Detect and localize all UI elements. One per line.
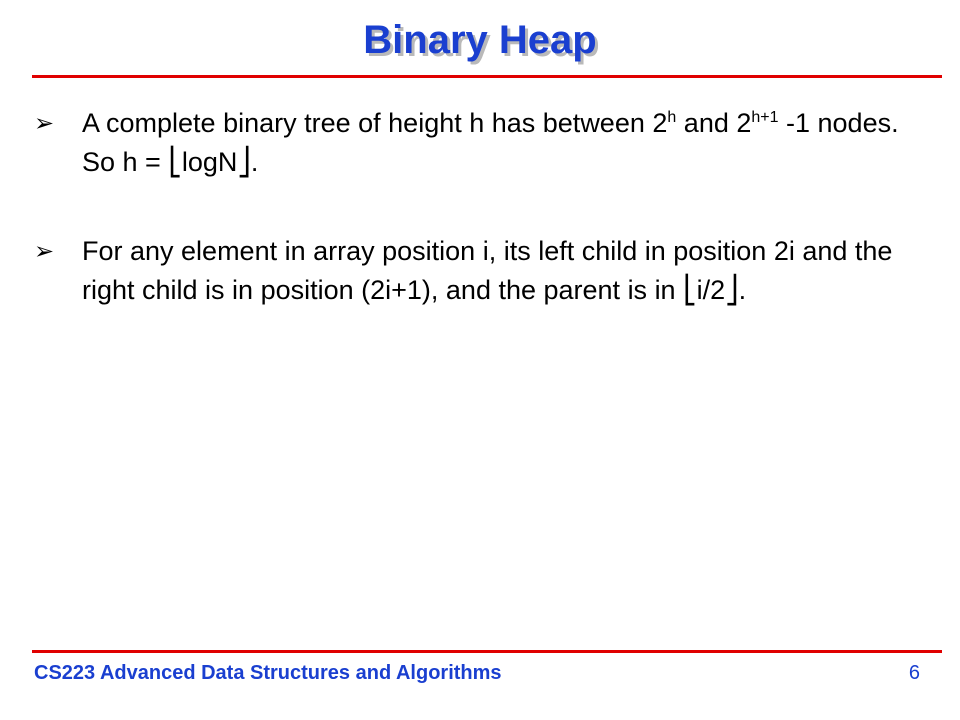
text-segment: For any element in array position i, its left child in position 2i and the right child is in position (2i+1), and the parent is in — [82, 236, 893, 305]
floor-content: i/2 — [696, 275, 726, 305]
footer-course-name: CS223 Advanced Data Structures and Algorithms — [34, 662, 502, 684]
slide-title: Binary Heap — [363, 18, 597, 62]
floor-content: logN — [181, 147, 238, 177]
floor-close-symbol: ⎦ — [237, 147, 251, 178]
superscript-h: h — [667, 109, 677, 126]
arrow-bullet-icon: ➢ — [34, 237, 55, 265]
floor-close-symbol: ⎦ — [725, 275, 739, 306]
text-segment: and 2 — [676, 108, 752, 138]
text-segment: . — [250, 147, 259, 177]
bullet-item-heap-height — [34, 104, 914, 182]
superscript-h-plus-1: h+1 — [751, 109, 779, 126]
text-segment: A complete binary tree of height h has between 2 — [82, 108, 668, 138]
top-divider — [32, 75, 942, 78]
bullet-item-array-position — [34, 232, 914, 310]
slide-number: 6 — [908, 662, 920, 684]
floor-open-symbol: ⎣ — [168, 147, 182, 178]
arrow-bullet-icon: ➢ — [34, 109, 55, 137]
bottom-divider — [32, 650, 942, 653]
bullet-text — [82, 104, 914, 182]
bullet-text — [82, 232, 914, 310]
text-segment: -1 nodes. So h = — [82, 108, 899, 177]
text-segment: . — [738, 275, 747, 305]
floor-open-symbol: ⎣ — [683, 275, 697, 306]
